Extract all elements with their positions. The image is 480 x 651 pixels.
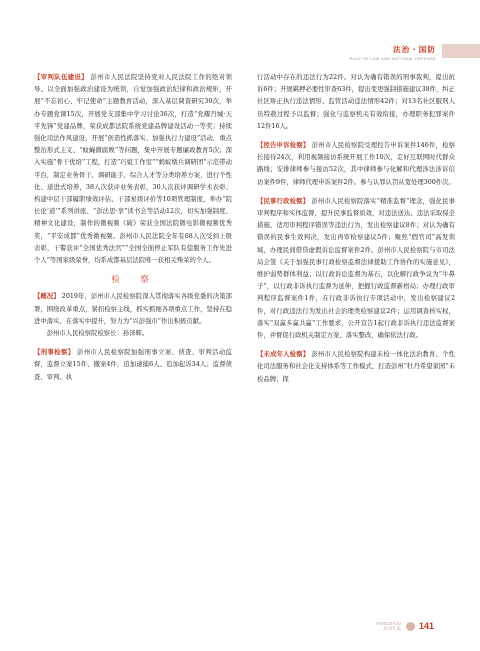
header-subtitle: RULE OF LAW AND NATIONAL DEFENSE [349, 56, 436, 61]
section-tag: 【概况】 [34, 293, 60, 301]
paragraph-text: 彭州市人民检察院受理控告申诉案件146件，检察长接待24次，利用视频接访系统开展工作10次，走好互联网时代群众路线；安排律师参与接访52次，其中律师参与化解和代理涉法涉诉信访案件9件，律师代理申诉案件2件。参与认罪认罚从宽处理300件次。 [257, 142, 455, 186]
page-footer [376, 621, 434, 631]
section-title-procuratorate: 检 察 [111, 275, 155, 286]
header-title: 法治・国防 [393, 45, 436, 54]
paragraph-text: 彭州市人民检察院构建未检一体化法治教育、个性化司法服务和社会化支持体系等工作模式，打造彭州“牡丹希望家园”未检品牌；探 [257, 351, 455, 383]
page-marker-icon [406, 622, 415, 631]
paragraph-text: 彭州市人民法院坚持党对人民法院工作的绝对领导。以全面加强政治建设为统领，自觉加强政治纪律和政治规矩，开展“不忘初心、牢记使命”主题教育活动，深入基层调查研究30次，举办专题党课15次，开展党支部集中学习讨论36次，打造“党耀丹城·天平先锋”党建品牌，荣获成都法院系统党建品牌建设活动一等奖；持续强化司法作风建设，开展“创造性抓落实、加强执行力建设”活动，重点整治形式主义、“蚊蝇微腐败”等问题，集中开展专题廉政教育5次；深入实施“骨干优培”工程，打造“巧姐工作室”“蚂蚁墩兵调研团”示范带动平台，制定业务骨干、调研能手、综合人才等分类培养方案，进行个性化、递进式培养，38人次获评业务表彰，30人次获评调研学术表彰；构建中层干部履职绩效评估、干部星级评价等10项管理制度，举办“院长论‘道’”系列讲座、“彭法思·享”读书会等活动12次，切实加强制度、精神文化建设，制作的微视频《破》荣获全国法院微电影微视频优秀奖，“平安成都”优秀微视频。彭州市人民法院全年有68人次受到上级表彰，干警获评“全国优秀法官”“全国全面停止军队有偿服务工作先进个人”等国家级荣誉，均系成都基层法院唯一获相关殊荣的个人。 [34, 74, 232, 265]
header-accent-bar [442, 44, 480, 58]
right-column [257, 72, 455, 386]
section-tag: 【未成年人检察】 [257, 351, 310, 359]
paragraph-complaint-appeal [257, 140, 455, 189]
logo-line-2: 彭州年鉴 [383, 626, 401, 631]
paragraph-civil-administrative [257, 196, 455, 342]
paragraph-text: 彭州市人民检察院加强刑事立案、侦查、审判活动监督，监督立案15件、撤案4件，追加逮捕6人、追加起诉34人；监督侦查、审判、执 [34, 349, 232, 381]
paragraph-criminal-continued: 行活动中存在的违法行为22件。对认为确有错误的刑事裁判，提出抗诉6件；开展羁押必要性审查63件，提出变更强制措施建议38件，纠正社区矫正执行违法情形、监管活动违法情形42件；对13名社区服刑人员特赦过程予以监督；强化与监察机关有效衔接，办理职务犯罪案件12件16人。 [257, 74, 455, 130]
section-tag: 【民事行政检察】 [257, 197, 310, 205]
running-header [349, 44, 436, 61]
paragraph-overview [34, 291, 232, 328]
paragraph-juvenile [257, 349, 455, 386]
paragraph-text: 2019年，彭州市人民检察院深入贯彻落实各级党委的决策部署，围绕改革重点，紧扣检察主线，抓实抓细各项重点工作，坚持在稳进中落实、在落实中提升，努力为“兴彭强市”作出积极贡献。 [34, 293, 232, 325]
left-column [34, 72, 232, 384]
yearbook-logo [376, 621, 401, 631]
section-tag: 【控告申诉检察】 [257, 142, 310, 150]
logo-line-1: PENGZHOU [376, 621, 401, 626]
section-tag: 【审判队伍建设】 [34, 74, 89, 81]
section-tag: 【刑事检察】 [34, 349, 75, 357]
page-number: 141 [418, 621, 434, 631]
paragraph-text: 彭州市人民检察院落实“精准监督”理念，强化民事审判程序和实体监督，提升民事监督质效，对违法送达、违法采取保全措施、适用审判程序错误等违法行为，发出检察建议8件；对认为确有错误的民事生效判决，发出再审检察建议5件；聚焦“假官司”高发领域，办理民间借贷虚假诉讼监督案件2件。彭州市人民检察院与市司法局会签《关于加强民事行政检察监督法律援助工作协作的实施意见》，维护弱势群体利益；以行政诉讼监督为基石，以化解行政争议为“牛鼻子”，以行政非诉执行监督为延伸，把握行政监督新格局；办理行政审判程序监督案件1件，在行政非诉执行专项活动中，发出检察建议2件，对行政违法行为发出社会治理类检察建议2件；运用调查核实权，落实“双赢多赢共赢”工作要求，公开宣告1起行政非诉执行违法监督案件，并督促行政机关制定方案、落实整改，确保依法行政。 [257, 197, 455, 340]
paragraph-trial-team [34, 72, 232, 267]
paragraph-criminal-procuratorate [34, 347, 232, 384]
paragraph-chief-prosecutor: 彭州市人民检察院检察长：孙泽辉。 [46, 330, 149, 338]
